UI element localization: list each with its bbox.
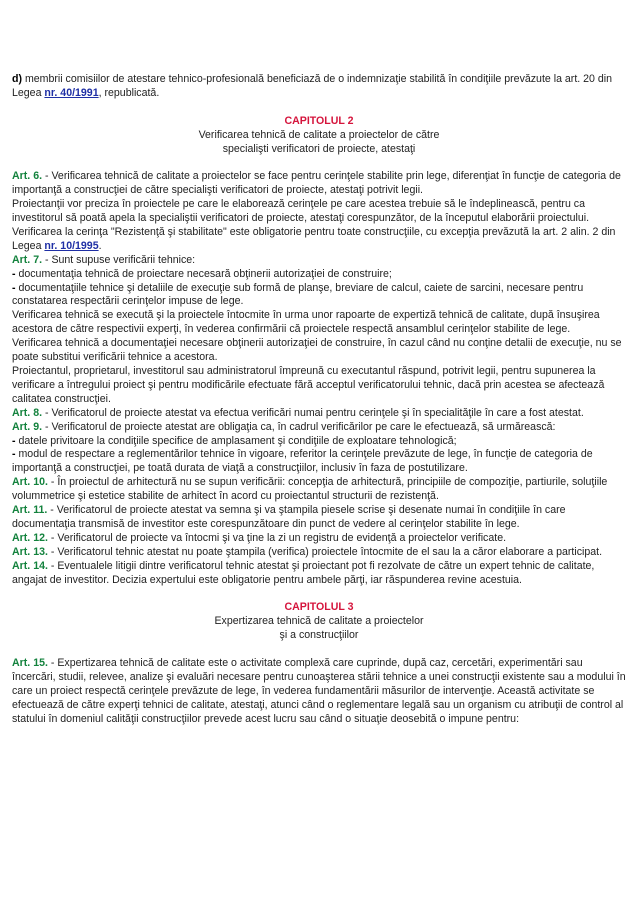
paragraph: [12, 226, 626, 254]
item-marker: -: [12, 267, 16, 280]
law-link[interactable]: nr. 10/1995: [44, 239, 99, 252]
article-number: Art. 14.: [12, 559, 48, 572]
text-span: datele privitoare la condiţiile specifice de amplasament şi condiţiile de exploatare tehnologică;: [15, 434, 457, 447]
text-span: modul de respectare a reglementărilor tehnice în vigoare, referitor la cerinţele prevăzute de lege, în funcţie de categoria de importanţă a construcţiei, pe toată durata de viaţă a construcţiilor, inclusiv în faza de postutilizare.: [12, 448, 593, 475]
paragraph-gap: [12, 101, 626, 115]
paragraph: [12, 309, 626, 337]
item-marker: d): [12, 73, 22, 85]
paragraph: [12, 170, 626, 198]
text-span: , republicată.: [98, 86, 160, 99]
chapter-subtitle-line: Verificarea tehnică de calitate a proiectelor de către: [198, 128, 440, 141]
text-span: - Sunt supuse verificării tehnice:: [42, 253, 196, 266]
chapter-heading: [12, 115, 626, 157]
paragraph: [12, 282, 626, 310]
paragraph: [12, 198, 626, 226]
paragraph: [12, 365, 626, 407]
text-span: Proiectantul, proprietarul, investitorul sau administratorul împreună cu executantul răspund, potrivit legii, pentru supunerea la verificare a întregului proiect şi pentru modificările efectuate fără acceptul verificatorului tehnic, dacă prin acestea se afectează calitatea construcţiei.: [12, 365, 605, 405]
paragraph: [12, 268, 626, 282]
paragraph-gap: [12, 156, 626, 170]
text-span: - Eventualele litigii dintre verificatorul tehnic atestat şi proiectant pot fi rezolvate de către un expert tehnic de calitate, angajat de investitor. Decizia expertului este obligatorie pentru ambele părţi, iar răspunderea revine acestuia.: [12, 559, 595, 586]
article-number: Art. 6.: [12, 170, 43, 183]
text-span: - Verificatorul de proiecte atestat va semna şi va ştampila piesele scrise şi desenate numai în condiţiile în care documentaţia transmisă de investitor este corespunzătoare din punct de vedere al cerinţelor stabilite în lege.: [12, 504, 566, 530]
article-number: Art. 10.: [12, 476, 48, 489]
article-number: Art. 7.: [12, 253, 43, 266]
text-span: - Expertizarea tehnică de calitate este o activitate complexă care cuprinde, după caz, cercetări, experimentări sau încercări, studii, relevee, analize şi evaluări necesare pentru cunoaşterea stării tehnice a unei construcţii existente sau a modului în care un proiect respectă cerinţele prevăzute de lege, în vederea fundamentării măsurilor de intervenţie. Această activitate se efectuează de către experţi tehnici de calitate, atestaţi, atunci când o reglementare legală sau un organism cu atribuţii de control al statului în domeniul calităţii construcţiilor prevede acest lucru sau când o situaţie deosebită o impune pentru:: [12, 657, 626, 725]
paragraph: [12, 546, 626, 560]
text-span: - Verificatorul de proiecte va întocmi şi va ţine la zi un registru de evidenţă a proiectelor verificate.: [47, 531, 507, 544]
text-span: .: [98, 239, 102, 252]
article-number: Art. 12.: [12, 531, 48, 544]
chapter-title: CAPITOLUL 2: [284, 114, 354, 127]
chapter-title: CAPITOLUL 3: [284, 601, 354, 614]
paragraph: [12, 73, 626, 101]
paragraph-gap: [12, 588, 626, 602]
paragraph: [12, 407, 626, 421]
paragraph: [12, 504, 626, 532]
article-number: Art. 15.: [12, 657, 48, 669]
text-span: Verificarea tehnică se execută şi la proiectele întocmite în urma unor rapoarte de expertiză tehnică de calitate, după însuşirea acestora de către respectivii experţi, în vederea confirmării că proiectele respectă ansamblul cerinţelor stabilite de lege.: [12, 309, 600, 336]
item-marker: -: [12, 281, 16, 294]
text-span: - Verificatorul de proiecte atestat are obligaţia ca, în cadrul verificărilor pe care le efectuează, să urmărească:: [42, 420, 556, 433]
law-link[interactable]: nr. 40/1991: [44, 86, 99, 99]
paragraph: [12, 337, 626, 365]
text-span: Proiectanţii vor preciza în proiectele pe care le elaborează cerinţele pe care acestea trebuie să le îndeplinească, pentru ca investitorul să poată apela la specialiştii verificatori de proiecte, atestaţi corespunzător, de la începutul elaborării proiectului.: [12, 198, 590, 225]
text-span: - Verificatorul tehnic atestat nu poate ştampila (verifica) proiectele întocmite de el sau la a căror elaborare a participat.: [47, 545, 603, 558]
paragraph: [12, 532, 626, 546]
article-number: Art. 13.: [12, 545, 48, 558]
paragraph: [12, 560, 626, 588]
text-span: - Verificarea tehnică de calitate a proiectelor se face pentru cerinţele stabilite prin lege, diferenţiat în funcţie de categoria de importanţă a construcţiei de către specialişti verificatori de proiecte, atestaţi potrivit legii.: [12, 170, 621, 197]
text-span: Verificarea la cerinţa "Rezistenţă şi stabilitate" este obligatorie pentru toate construcţiile, cu excepţia prevăzută la art. 2 alin. 2 din Legea: [12, 225, 616, 252]
text-span: - Verificatorul de proiecte atestat va efectua verificări numai pentru cerinţele şi în specialităţile în care a fost atestat.: [42, 406, 584, 419]
chapter-heading: [12, 601, 626, 643]
paragraph: [12, 657, 626, 727]
text-span: documentaţiile tehnice şi detaliile de execuţie sub formă de planşe, breviare de calcul, caiete de sarcini, necesare pentru constatarea respectării cerinţelor impuse de lege.: [12, 281, 584, 308]
text-span: documentaţia tehnică de proiectare necesară obţinerii autorizaţiei de construire;: [15, 267, 392, 280]
chapter-subtitle-line: specialişti verificatori de proiecte, atestaţi: [222, 142, 416, 155]
text-span: - În proiectul de arhitectură nu se supun verificării: concepţia de arhitectură, principiile de compoziţie, partiurile, soluţiile volummetrice şi estetice stabilite de arhitect în acord cu proiectantul structurii de rezistenţă.: [12, 476, 608, 503]
item-marker: -: [12, 448, 16, 461]
text-span: membrii comisiilor de atestare tehnico-profesională beneficiază de o indemnizaţie stabilită în condiţiile prevăzute la art. 20 din Legea: [12, 73, 613, 99]
item-marker: -: [12, 434, 16, 447]
text-span: Verificarea tehnică a documentaţiei necesare obţinerii autorizaţiei de construire, în cazul când nu conţine detalii de execuţie, nu se poate substitui verificării tehnice a acestora.: [12, 337, 622, 364]
article-number: Art. 8.: [12, 406, 43, 419]
article-number: Art. 11.: [12, 504, 48, 517]
chapter-subtitle-line: şi a construcţiilor: [279, 629, 359, 642]
paragraph: [12, 421, 626, 435]
chapter-subtitle-line: Expertizarea tehnică de calitate a proiectelor: [214, 615, 424, 628]
article-number: Art. 9.: [12, 420, 43, 433]
paragraph-gap: [12, 643, 626, 657]
paragraph: [12, 254, 626, 268]
paragraph: [12, 435, 626, 449]
paragraph: [12, 448, 626, 476]
paragraph: [12, 476, 626, 504]
